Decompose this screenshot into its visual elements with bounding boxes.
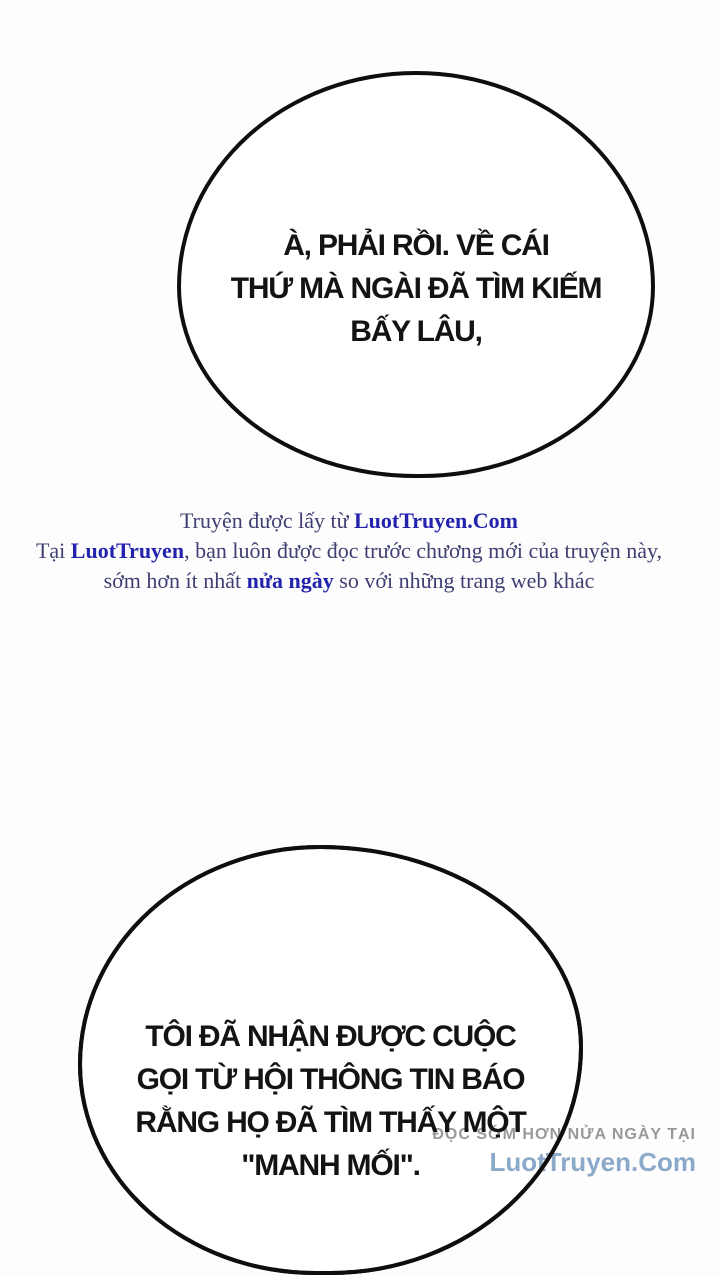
credit-line-1 [0, 506, 698, 536]
speech-line: TÔI ĐÃ NHẬN ĐƯỢC CUỘC [145, 1020, 516, 1053]
credit-line-3 [0, 566, 698, 596]
credit-site-name: LuotTruyen.Com [354, 508, 518, 533]
credit-highlight: nửa ngày [246, 568, 334, 593]
credit-text: Tại [35, 538, 71, 563]
speech-bubble-bottom-text [78, 1015, 583, 1187]
speech-line: GỌI TỪ HỘI THÔNG TIN BÁO [136, 1063, 525, 1096]
speech-line: "MANH MỐI". [241, 1149, 420, 1182]
speech-line: À, PHẢI RỒI. VỀ CÁI [283, 229, 549, 262]
watermark-site-name: LuotTruyen.Com [489, 1147, 696, 1177]
speech-bubble-top-text [177, 224, 655, 353]
credit-text: so với những trang web khác [333, 568, 595, 593]
site-credit [0, 506, 698, 596]
credit-text: , bạn luôn được đọc trước chương mới của truyện này, [184, 538, 663, 563]
credit-text: sớm hơn ít nhất [103, 568, 247, 593]
credit-site-name: LuotTruyen [70, 538, 185, 563]
credit-line-2 [0, 536, 698, 566]
credit-text: Truyện được lấy từ [180, 508, 354, 533]
speech-line: THỨ MÀ NGÀI ĐÃ TÌM KIẾM [230, 272, 602, 305]
speech-line: RẰNG HỌ ĐÃ TÌM THẤY MỘT [135, 1106, 526, 1139]
speech-line: BẤY LÂU, [350, 315, 482, 348]
watermark-tagline: ĐỌC SỚM HƠN NỬA NGÀY TẠI [432, 1126, 696, 1143]
